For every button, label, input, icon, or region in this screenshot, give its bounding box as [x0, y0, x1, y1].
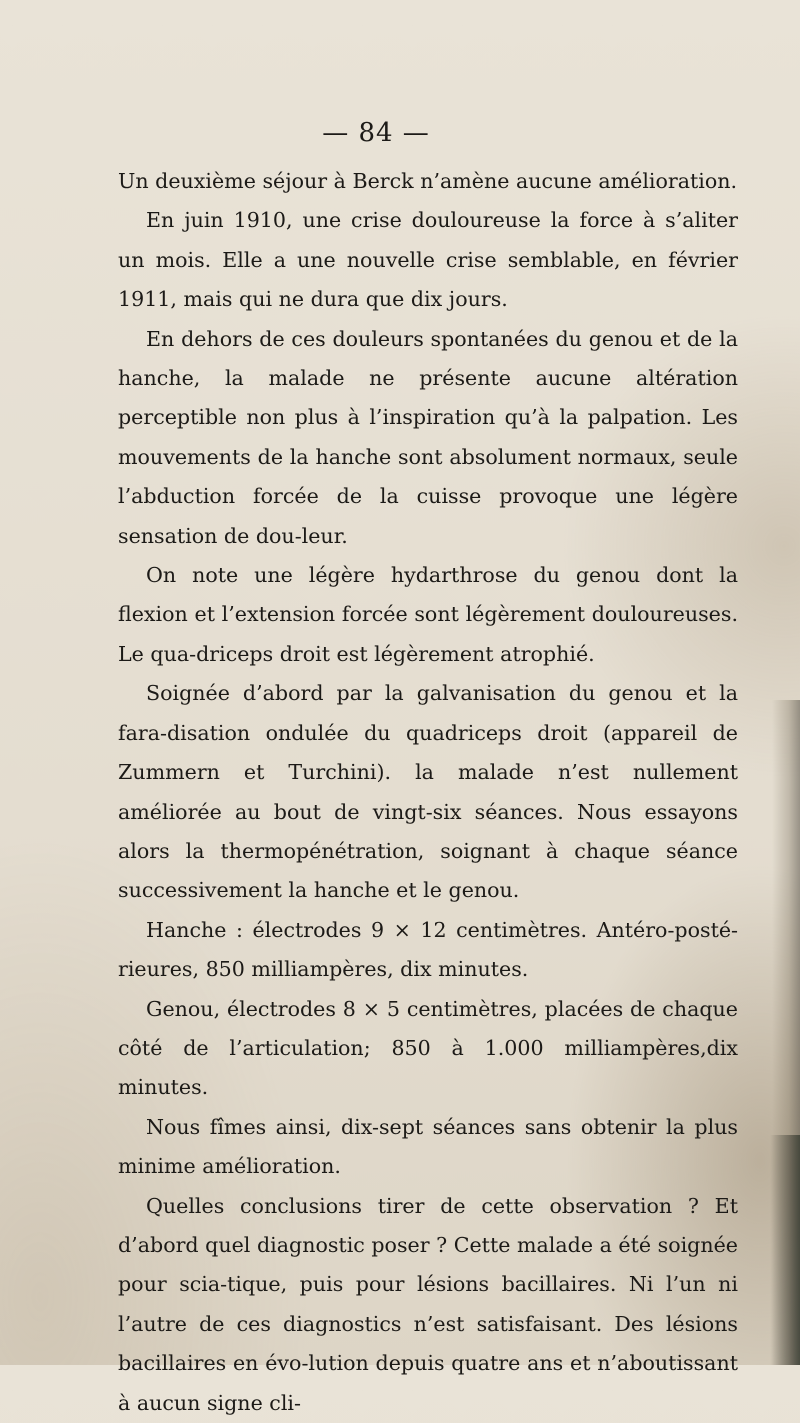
paragraph-8: Nous fîmes ainsi, dix-sept séances sans obtenir la plus minime amélioration. — [118, 1114, 738, 1179]
paragraph-2: En juin 1910, une crise douloureuse la force à s’aliter un mois. Elle a une nouvelle crise semblable, en février 1911, mais qui ne dura que dix jours. — [118, 208, 738, 312]
page-number: — 84 — — [322, 118, 430, 148]
paragraph-3: En dehors de ces douleurs spontanées du genou et de la hanche, la malade ne présente aucune altération perceptible non plus à l’inspiration qu’à la palpation. Les mouvements de la hanche sont absolument normaux, seule l’abduction forcée de la cuisse provoque une légère sensation de dou-leur. — [118, 326, 738, 548]
paragraph-7: Genou, électrodes 8 × 5 centimètres, placées de chaque côté de l’articulation; 850 à 1.000 milliampères,dix minutes. — [118, 996, 738, 1100]
body-text — [118, 162, 738, 1423]
page-corner-stain — [770, 1135, 800, 1365]
paragraph-9: Quelles conclusions tirer de cette observation ? Et d’abord quel diagnostic poser ? Cette malade a été soignée pour scia-tique, puis pour lésions bacillaires. Ni l’un ni l’autre de ces diagnostics n’est satisfaisant. Des lésions bacillaires en évo-lution depuis quatre ans et n’aboutissant à aucun signe cli- — [118, 1193, 738, 1415]
paragraph-6: Hanche : électrodes 9 × 12 centimètres. Antéro-posté-rieures, 850 milliampères, dix minutes. — [118, 917, 738, 982]
paragraph-4: On note une légère hydarthrose du genou dont la flexion et l’extension forcée sont légèrement douloureuses. Le qua-driceps droit est légèrement atrophié. — [118, 563, 738, 666]
paragraph-5: Soignée d’abord par la galvanisation du genou et la fara-disation ondulée du quadriceps droit (appareil de Zummern et Turchini). la malade n’est nullement améliorée au bout de vingt-six séances. Nous essayons alors la thermopénétration, soignant à chaque séance successivement la hanche et le genou. — [118, 681, 738, 903]
paragraph-1: Un deuxième séjour à Berck n’amène aucune amélioration. — [118, 169, 738, 193]
